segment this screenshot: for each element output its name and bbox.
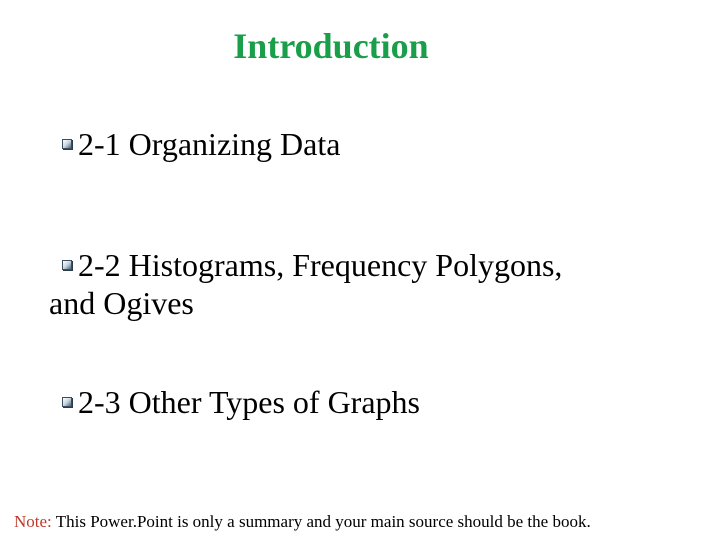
note-text: This Power.Point is only a summary and your main source should be the book. (51, 512, 591, 531)
topic-item-other-graphs (62, 383, 682, 421)
square-bullet-icon (62, 139, 72, 149)
square-bullet-icon (62, 260, 72, 270)
topic-label-continuation: and Ogives (49, 285, 194, 321)
footer-note (14, 511, 714, 533)
topic-item-histograms (49, 246, 682, 322)
topic-label: 2-1 Organizing Data (78, 126, 341, 162)
square-bullet-icon (62, 397, 72, 407)
slide-title: Introduction (233, 26, 429, 66)
topic-item-organizing-data (62, 125, 682, 163)
topic-label: 2-2 Histograms, Frequency Polygons, (78, 247, 563, 283)
note-label: Note: (14, 512, 52, 531)
topic-label: 2-3 Other Types of Graphs (78, 384, 420, 420)
